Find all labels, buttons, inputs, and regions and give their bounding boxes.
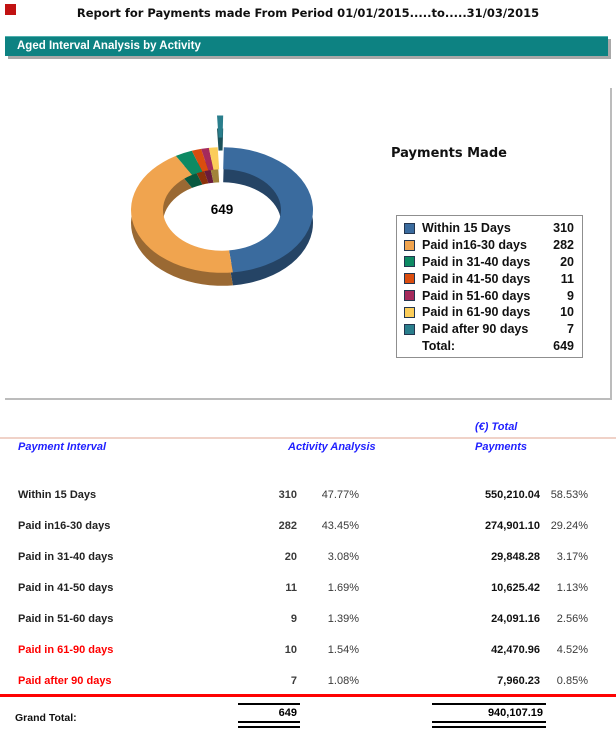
table-header-payment-interval: Payment Interval: [18, 441, 107, 453]
section-header-bar: [5, 36, 608, 56]
cell-amount-percent: 3.17%: [556, 551, 588, 563]
cell-amount: 24,091.16: [491, 613, 540, 625]
cell-amount-percent: 1.13%: [556, 582, 588, 594]
legend-value: 11: [560, 271, 574, 286]
chart-legend: [396, 215, 583, 358]
legend-swatch-icon: [404, 307, 415, 318]
table-row: [0, 644, 616, 658]
cell-activity-percent: 47.77%: [321, 489, 359, 501]
cell-payment-interval: Paid in 51-60 days: [18, 613, 114, 625]
grand-total-amount-double-rule: [432, 721, 546, 728]
legend-value: 7: [567, 322, 574, 337]
cell-activity-percent: 1.39%: [327, 613, 359, 625]
legend-item: [404, 304, 574, 321]
legend-value: 9: [567, 288, 574, 303]
grand-total-amount: [432, 703, 546, 728]
table-header-total-group: (€) Total: [475, 421, 518, 433]
table-header-payments: Payments: [475, 441, 527, 453]
legend-label: Paid in 41-50 days: [422, 271, 531, 286]
legend-value: 310: [553, 221, 574, 236]
cell-payment-interval: Within 15 Days: [18, 489, 97, 501]
cell-amount-percent: 0.85%: [556, 675, 588, 687]
legend-label: Within 15 Days: [422, 221, 511, 236]
cell-amount: 10,625.42: [491, 582, 540, 594]
legend-label: Paid in 61-90 days: [422, 305, 531, 320]
cell-amount: 7,960.23: [497, 675, 540, 687]
grand-total-count-value: 649: [278, 707, 297, 719]
grand-total-count: [238, 703, 300, 728]
grand-total-amount-value: 940,107.19: [487, 707, 543, 719]
legend-swatch-icon: [404, 273, 415, 284]
legend-item: [404, 287, 574, 304]
legend-value: 10: [560, 305, 574, 320]
legend-item: [404, 321, 574, 338]
cell-payment-interval: Paid after 90 days: [18, 675, 112, 687]
cell-activity-percent: 43.45%: [321, 520, 359, 532]
cell-payment-interval: Paid in 61-90 days: [18, 644, 114, 656]
header-divider-rule: [0, 437, 616, 439]
legend-value: 282: [553, 238, 574, 253]
table-header-activity-analysis: Activity Analysis: [288, 441, 376, 453]
cell-count: 282: [278, 520, 297, 532]
cell-count: 7: [290, 675, 297, 687]
grand-total-count-double-rule: [238, 721, 300, 728]
grand-total-label: Grand Total:: [15, 712, 77, 724]
cell-amount-percent: 4.52%: [556, 644, 588, 656]
cell-count: 10: [284, 644, 297, 656]
legend-swatch-icon: [404, 290, 415, 301]
cell-activity-percent: 1.54%: [327, 644, 359, 656]
table-row: [0, 551, 616, 565]
cell-count: 20: [284, 551, 297, 563]
cell-amount-percent: 29.24%: [550, 520, 588, 532]
legend-swatch-icon: [404, 223, 415, 234]
legend-label: Paid in 51-60 days: [422, 288, 531, 303]
cell-activity-percent: 3.08%: [327, 551, 359, 563]
table-row: [0, 489, 616, 503]
cell-count: 9: [290, 613, 297, 625]
cell-activity-percent: 1.08%: [327, 675, 359, 687]
cell-payment-interval: Paid in 41-50 days: [18, 582, 114, 594]
legend-item: [404, 220, 574, 237]
table-row: [0, 520, 616, 534]
cell-amount: 550,210.04: [484, 489, 540, 501]
cell-amount-percent: 58.53%: [550, 489, 588, 501]
table-row: [0, 613, 616, 627]
cell-amount: 274,901.10: [484, 520, 540, 532]
report-title: Report for Payments made From Period 01/01/2015.....to.....31/03/2015: [76, 6, 540, 20]
legend-total-value: 649: [553, 338, 574, 353]
table-row: [0, 675, 616, 689]
chart-title: Payments Made: [391, 146, 507, 161]
grand-total-accent-rule: [0, 694, 616, 697]
legend-total-label: Total:: [422, 338, 456, 353]
cell-payment-interval: Paid in16-30 days: [18, 520, 111, 532]
cell-amount-percent: 2.56%: [556, 613, 588, 625]
table-row: [0, 582, 616, 596]
cell-amount: 42,470.96: [491, 644, 540, 656]
legend-item: [404, 237, 574, 254]
legend-label: Paid in 31-40 days: [422, 254, 531, 269]
legend-swatch-icon: [404, 324, 415, 335]
legend-swatch-icon: [404, 240, 415, 251]
cell-count: 310: [278, 489, 297, 501]
section-header-label: Aged Interval Analysis by Activity: [17, 40, 201, 52]
legend-item: [404, 254, 574, 271]
legend-total-row: [404, 338, 574, 355]
legend-label: Paid after 90 days: [422, 322, 529, 337]
cell-activity-percent: 1.69%: [327, 582, 359, 594]
donut-center-total: 649: [210, 202, 234, 217]
legend-swatch-icon: [404, 256, 415, 267]
legend-item: [404, 270, 574, 287]
cell-count: 11: [285, 582, 297, 594]
cell-payment-interval: Paid in 31-40 days: [18, 551, 114, 563]
legend-label: Paid in16-30 days: [422, 238, 527, 253]
cell-amount: 29,848.28: [491, 551, 540, 563]
legend-value: 20: [560, 254, 574, 269]
